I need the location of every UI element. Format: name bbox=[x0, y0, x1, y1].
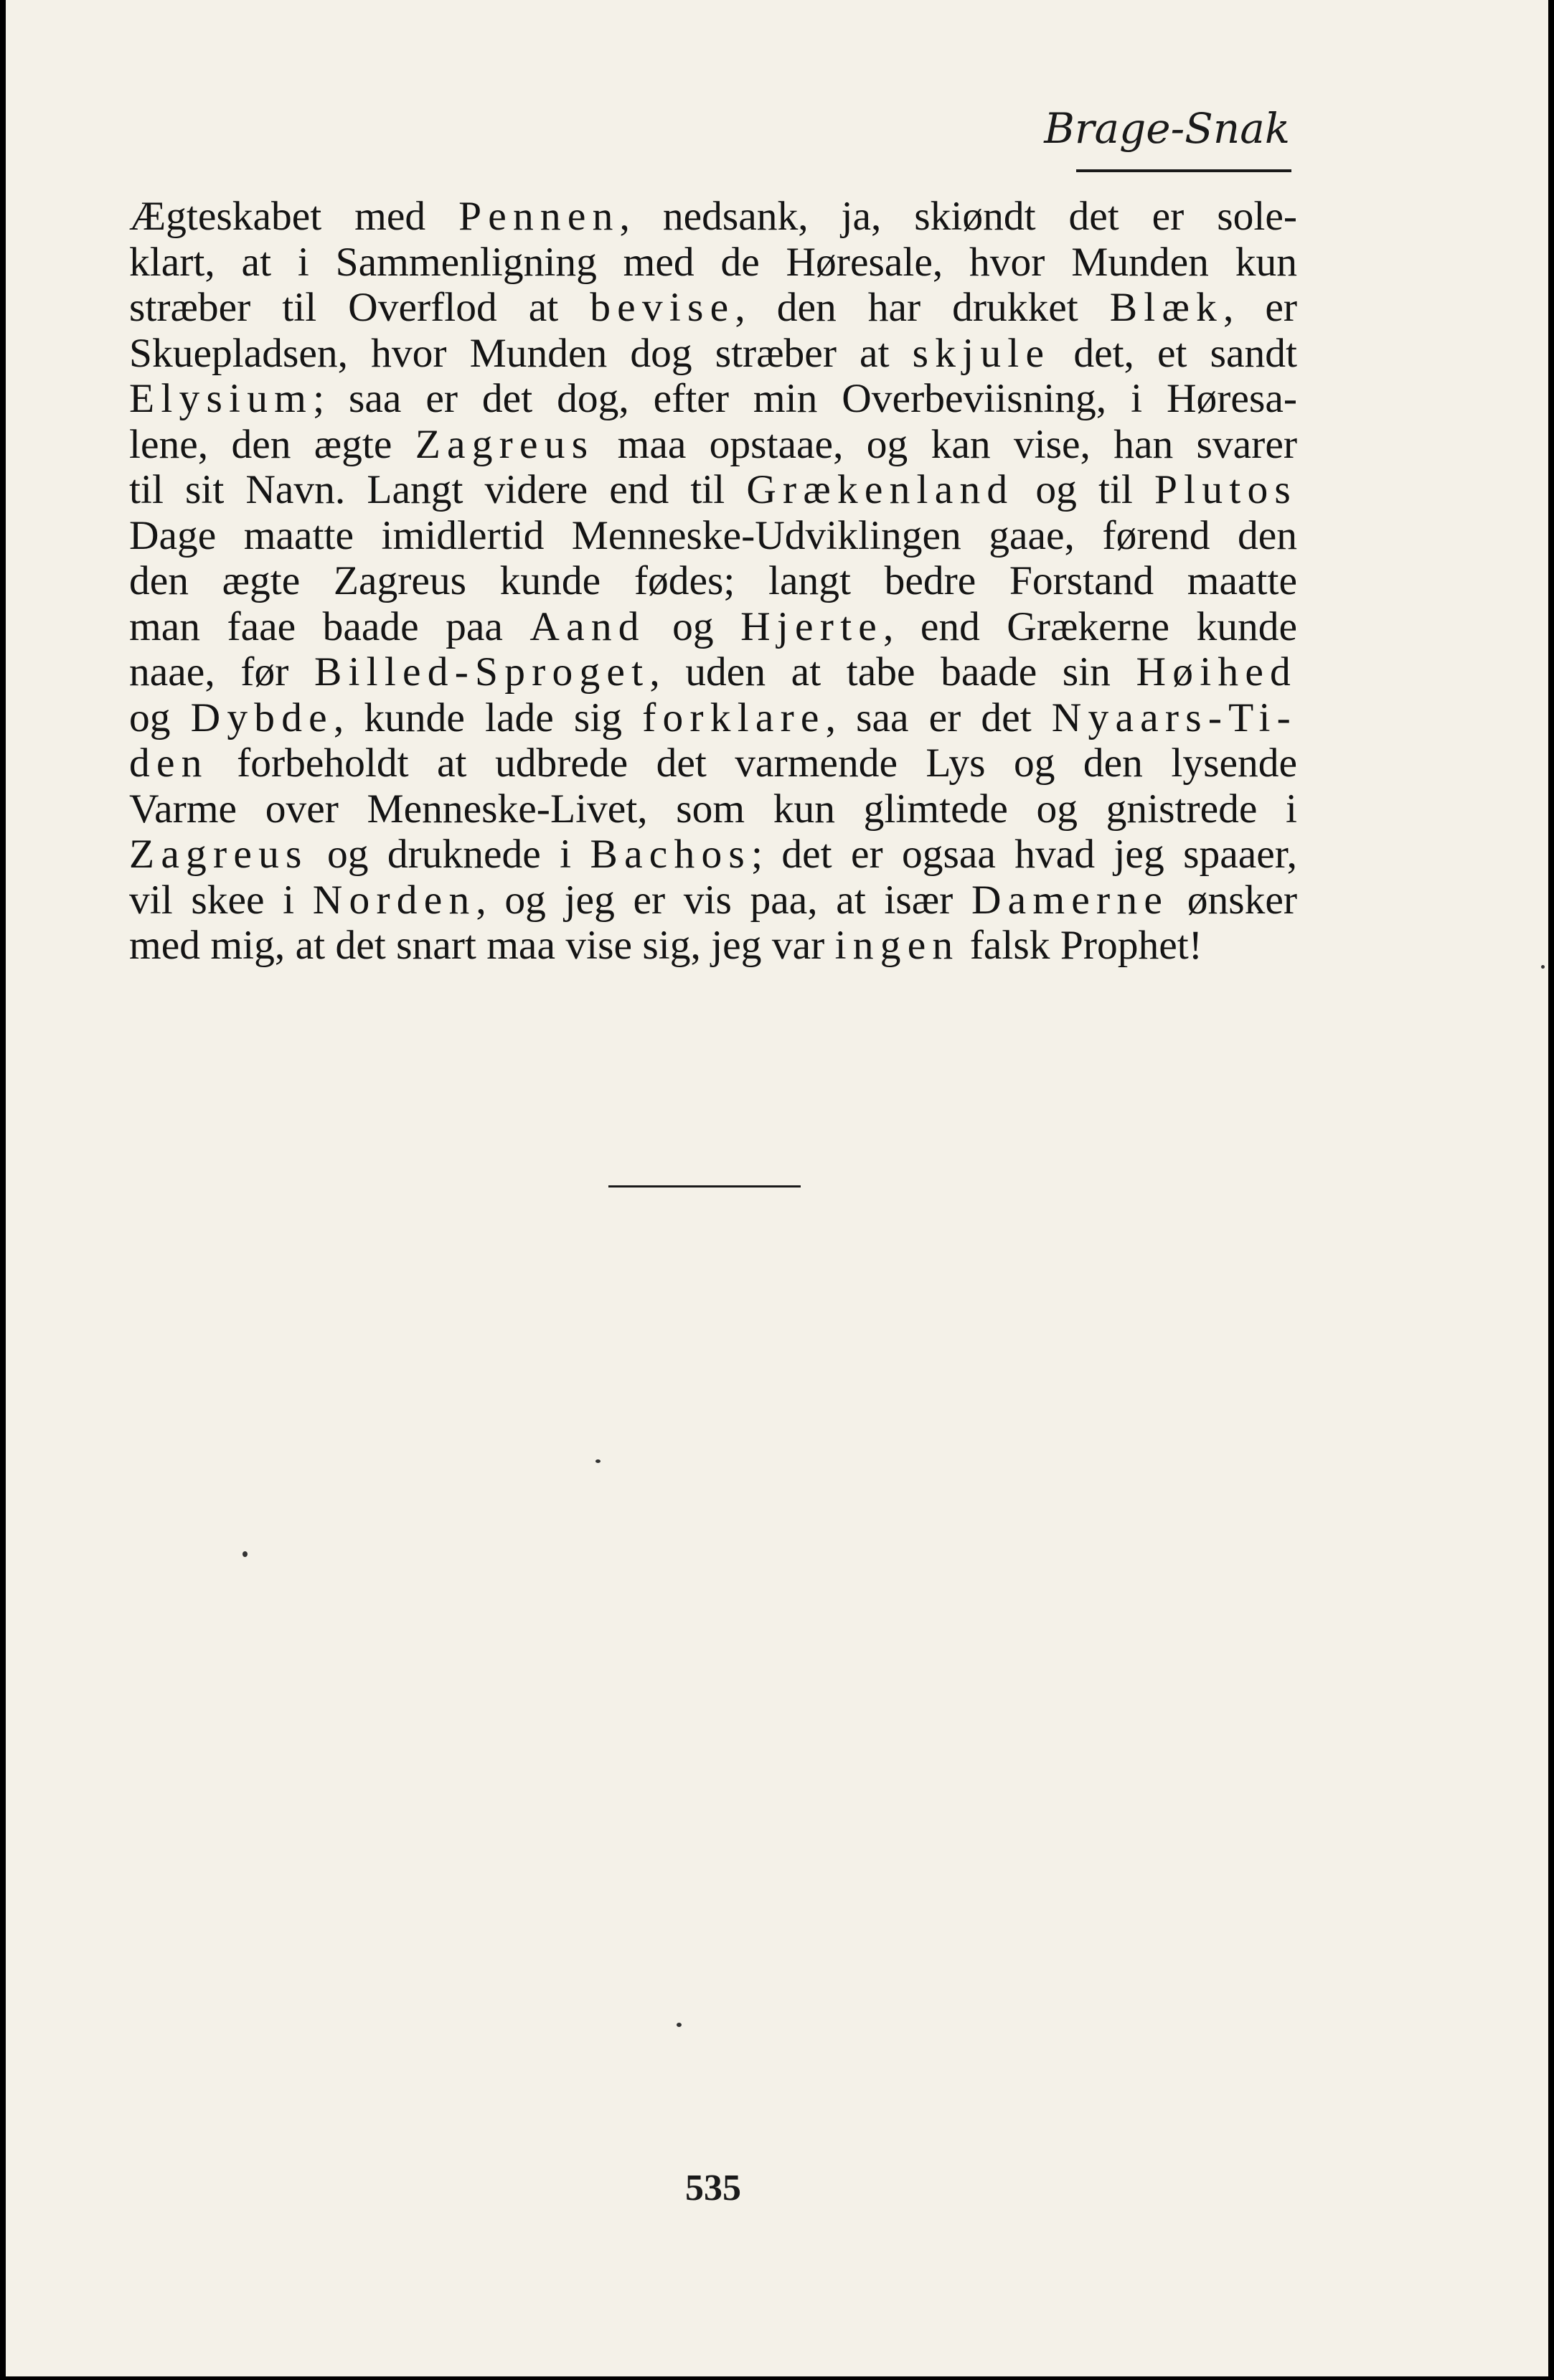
text-run: den ægte Zagreus kunde fødes; langt bedre Forstand maatte bbox=[129, 558, 1297, 603]
spaced-emphasis-text: Dybde bbox=[190, 695, 334, 740]
ink-speck bbox=[677, 2023, 682, 2027]
text-run: ; det er ogsaa hvad jeg spaaer, bbox=[751, 832, 1297, 877]
text-run: falsk Prophet! bbox=[959, 923, 1202, 968]
spaced-emphasis-text: ingen bbox=[834, 923, 960, 968]
header-underline bbox=[1076, 169, 1291, 172]
text-run: , uden at tabe baade sin bbox=[649, 649, 1136, 695]
spaced-emphasis-text: Plutos bbox=[1154, 467, 1297, 512]
spaced-emphasis-text: Elysium bbox=[129, 376, 314, 421]
text-run: ; saa er det dog, efter min Overbeviisning, i Høresa- bbox=[313, 376, 1297, 421]
section-divider bbox=[608, 1185, 801, 1187]
text-run: og bbox=[129, 695, 191, 740]
text-line bbox=[129, 878, 1297, 923]
spaced-emphasis-text: bevise bbox=[590, 285, 735, 330]
text-line bbox=[129, 194, 1297, 240]
text-line bbox=[129, 376, 1297, 422]
text-run: Ægteskabet med bbox=[129, 194, 459, 239]
text-run: , er bbox=[1223, 285, 1297, 330]
spaced-emphasis-text: Billed-Sproget bbox=[314, 649, 650, 695]
text-run: ønsker bbox=[1169, 877, 1297, 923]
text-run: naae, før bbox=[129, 649, 314, 695]
text-run: , og jeg er vis paa, at især bbox=[476, 877, 971, 923]
ink-speck bbox=[1541, 965, 1545, 969]
text-run: man faae baade paa bbox=[129, 603, 530, 649]
running-header: Brage-Snak bbox=[1044, 104, 1290, 153]
spaced-emphasis-text: Bachos bbox=[590, 832, 751, 877]
text-line bbox=[129, 649, 1297, 695]
spaced-emphasis-text: Aand bbox=[529, 603, 646, 649]
text-run: Varme over Menneske-Livet, som kun glimtede og gnistrede i bbox=[129, 786, 1297, 832]
spaced-emphasis-text: Høihed bbox=[1136, 649, 1297, 695]
text-run: forbeholdt at udbrede det varmende Lys og den lysende bbox=[208, 740, 1297, 786]
text-run: , den har drukket bbox=[735, 285, 1110, 330]
text-run: og druknede i bbox=[308, 832, 590, 877]
spaced-emphasis-text: den bbox=[129, 740, 209, 786]
text-run: maa opstaae, og kan vise, han svarer bbox=[594, 421, 1297, 467]
text-line bbox=[129, 240, 1297, 286]
text-run: Dage maatte imidlertid Menneske-Udviklingen gaae, førend den bbox=[129, 512, 1297, 558]
spaced-emphasis-text: Pennen bbox=[458, 194, 620, 239]
spaced-emphasis-text: Grækenland bbox=[746, 467, 1014, 512]
text-run: , saa er det bbox=[825, 695, 1052, 740]
spaced-emphasis-text: Damerne bbox=[971, 877, 1169, 923]
text-line bbox=[129, 786, 1297, 832]
spaced-emphasis-text: Zagreus bbox=[415, 421, 595, 467]
text-line bbox=[129, 695, 1297, 741]
text-line bbox=[129, 604, 1297, 650]
text-run: til sit Navn. Langt videre end til bbox=[129, 467, 747, 512]
body-text bbox=[129, 194, 1297, 969]
text-run: Skuepladsen, hvor Munden dog stræber at bbox=[129, 330, 913, 376]
spaced-emphasis-text: Zagreus bbox=[129, 832, 309, 877]
text-run: stræber til Overflod at bbox=[129, 285, 590, 330]
spaced-emphasis-text: Hjerte bbox=[740, 603, 884, 649]
text-line bbox=[129, 923, 1297, 969]
text-run: det, et sandt bbox=[1050, 330, 1297, 376]
text-run: , end Grækerne kunde bbox=[883, 603, 1297, 649]
text-run: vil skee i bbox=[129, 877, 313, 923]
spaced-emphasis-text: Norden bbox=[312, 877, 476, 923]
text-run: med mig, at det snart maa vise sig, jeg var bbox=[129, 923, 835, 968]
spaced-emphasis-text: Blæk bbox=[1109, 285, 1223, 330]
text-run: lene, den ægte bbox=[129, 421, 415, 467]
text-line bbox=[129, 285, 1297, 331]
spaced-emphasis-text: Nyaars-Ti- bbox=[1051, 695, 1297, 740]
text-run: og bbox=[645, 603, 741, 649]
text-line bbox=[129, 422, 1297, 468]
text-run: og til bbox=[1014, 467, 1154, 512]
text-line bbox=[129, 513, 1297, 559]
text-line bbox=[129, 740, 1297, 786]
spaced-emphasis-text: forklare bbox=[642, 695, 826, 740]
spaced-emphasis-text: skjule bbox=[912, 330, 1051, 376]
text-run: klart, at i Sammenligning med de Høresale, hvor Munden kun bbox=[129, 239, 1297, 285]
text-run: , kunde lade sig bbox=[333, 695, 643, 740]
text-line bbox=[129, 331, 1297, 377]
text-line bbox=[129, 832, 1297, 878]
ink-speck bbox=[595, 1459, 601, 1463]
text-line bbox=[129, 467, 1297, 513]
book-page bbox=[6, 0, 1548, 2376]
text-run: , nedsank, ja, skiøndt det er sole- bbox=[619, 194, 1297, 239]
text-line bbox=[129, 558, 1297, 604]
page-number: 535 bbox=[685, 2168, 741, 2209]
ink-speck bbox=[242, 1551, 248, 1557]
